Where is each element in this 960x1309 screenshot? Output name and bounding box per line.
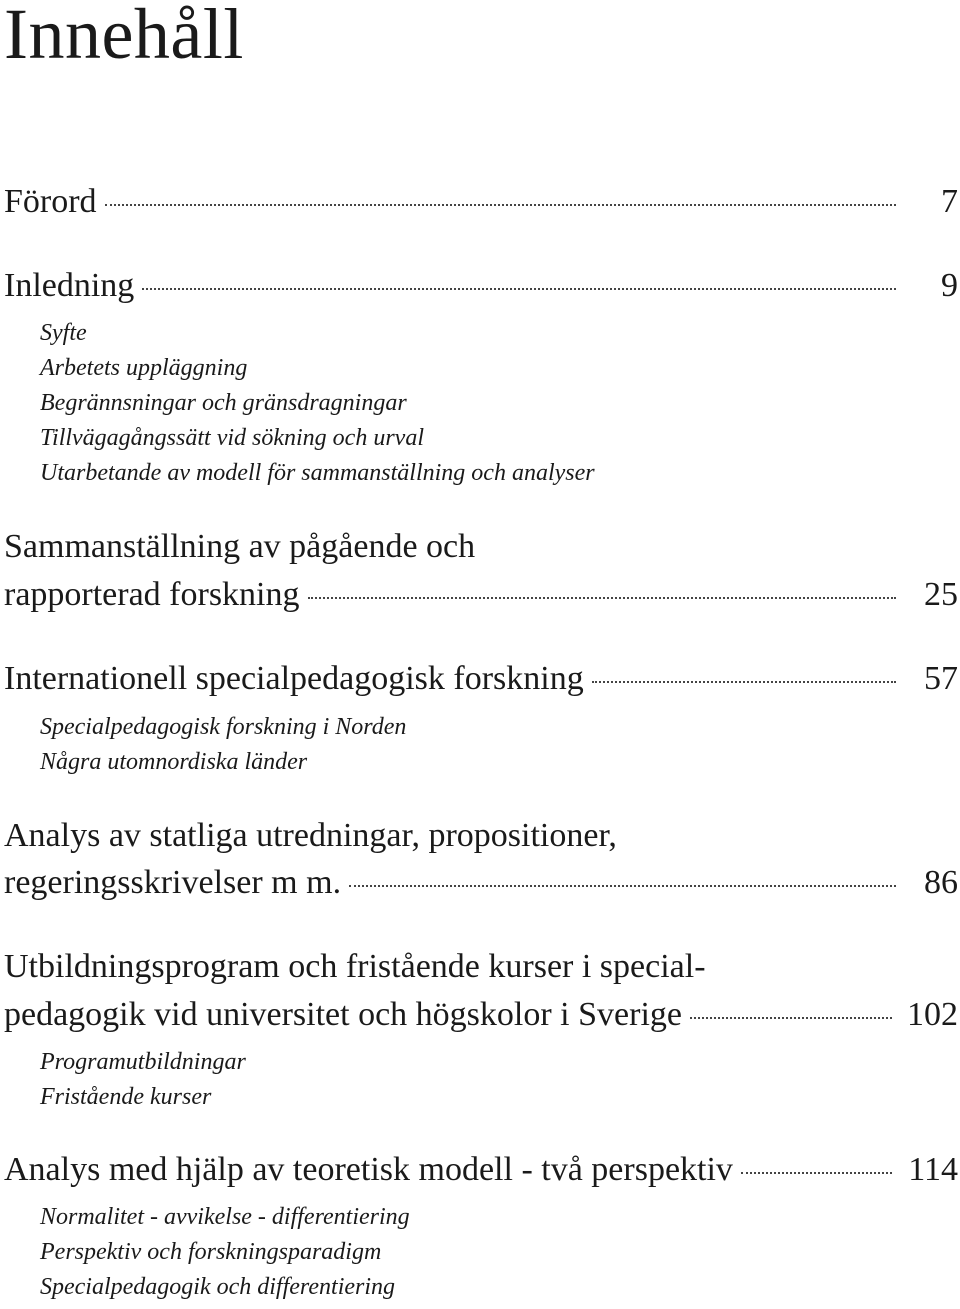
toc-subentry: Programutbildningar: [40, 1049, 246, 1075]
page-number: 57: [924, 660, 958, 697]
toc-entry-analys-statliga-line1: Analys av statliga utredningar, propositioner,: [4, 817, 617, 854]
dot-leader: [142, 288, 896, 290]
toc-subentry: Specialpedagogik och differentiering: [40, 1274, 396, 1300]
toc-entry-utbildning-line1: Utbildningsprogram och fristående kurser i special-: [4, 948, 706, 985]
toc-subentry: Perspektiv och forskningsparadigm: [40, 1239, 382, 1265]
toc-subentry: Syfte: [40, 320, 87, 346]
page-title: Innehåll: [4, 0, 244, 74]
toc-entry-label: rapporterad forskning: [4, 576, 300, 613]
toc-entry-label: regeringsskrivelser m m.: [4, 864, 342, 901]
dot-leader: [592, 681, 896, 683]
dot-leader: [741, 1172, 892, 1174]
toc-entry-label: Förord: [4, 183, 97, 220]
toc-subentry: Normalitet - avvikelse - differentiering: [40, 1204, 410, 1230]
toc-entry-sammanstallning-line1: Sammanställning av pågående och: [4, 528, 476, 565]
page-number: 114: [908, 1151, 958, 1188]
toc-subentry: Fristående kurser: [40, 1084, 212, 1110]
page-number: 9: [941, 267, 958, 304]
toc-subentry: Arbetets uppläggning: [40, 355, 248, 381]
dot-leader: [308, 597, 896, 599]
toc-subentry: Några utomnordiska länder: [40, 749, 308, 775]
toc-entry-sammanstallning[interactable]: [4, 573, 958, 617]
dot-leader: [349, 885, 896, 887]
page-number: 25: [924, 576, 958, 613]
toc-entry-analys-modell[interactable]: [4, 1148, 958, 1192]
toc-entry-analys-statliga[interactable]: [4, 861, 958, 905]
toc-entry-label: Analys med hjälp av teoretisk modell - två perspektiv: [4, 1151, 733, 1188]
page-number: 86: [924, 864, 958, 901]
toc-subentry: Specialpedagogisk forskning i Norden: [40, 714, 407, 740]
toc-entry-forord[interactable]: [4, 180, 958, 224]
toc-entry-label: pedagogik vid universitet och högskolor i Sverige: [4, 996, 682, 1033]
toc-subentry: Utarbetande av modell för sammanställning och analyser: [40, 460, 595, 486]
dot-leader: [105, 204, 896, 206]
toc-entry-internationell[interactable]: [4, 657, 958, 701]
toc-entry-label: Inledning: [4, 267, 135, 304]
page-number: 102: [907, 996, 958, 1033]
dot-leader: [690, 1017, 892, 1019]
toc-subentry: Tillvägagångssätt vid sökning och urval: [40, 425, 424, 451]
toc-entry-label: Internationell specialpedagogisk forskning: [4, 660, 584, 697]
page-number: 7: [941, 183, 958, 220]
toc-subentry: Begrännsningar och gränsdragningar: [40, 390, 407, 416]
toc-entry-inledning[interactable]: [4, 264, 958, 308]
toc-entry-utbildning[interactable]: [4, 993, 958, 1037]
